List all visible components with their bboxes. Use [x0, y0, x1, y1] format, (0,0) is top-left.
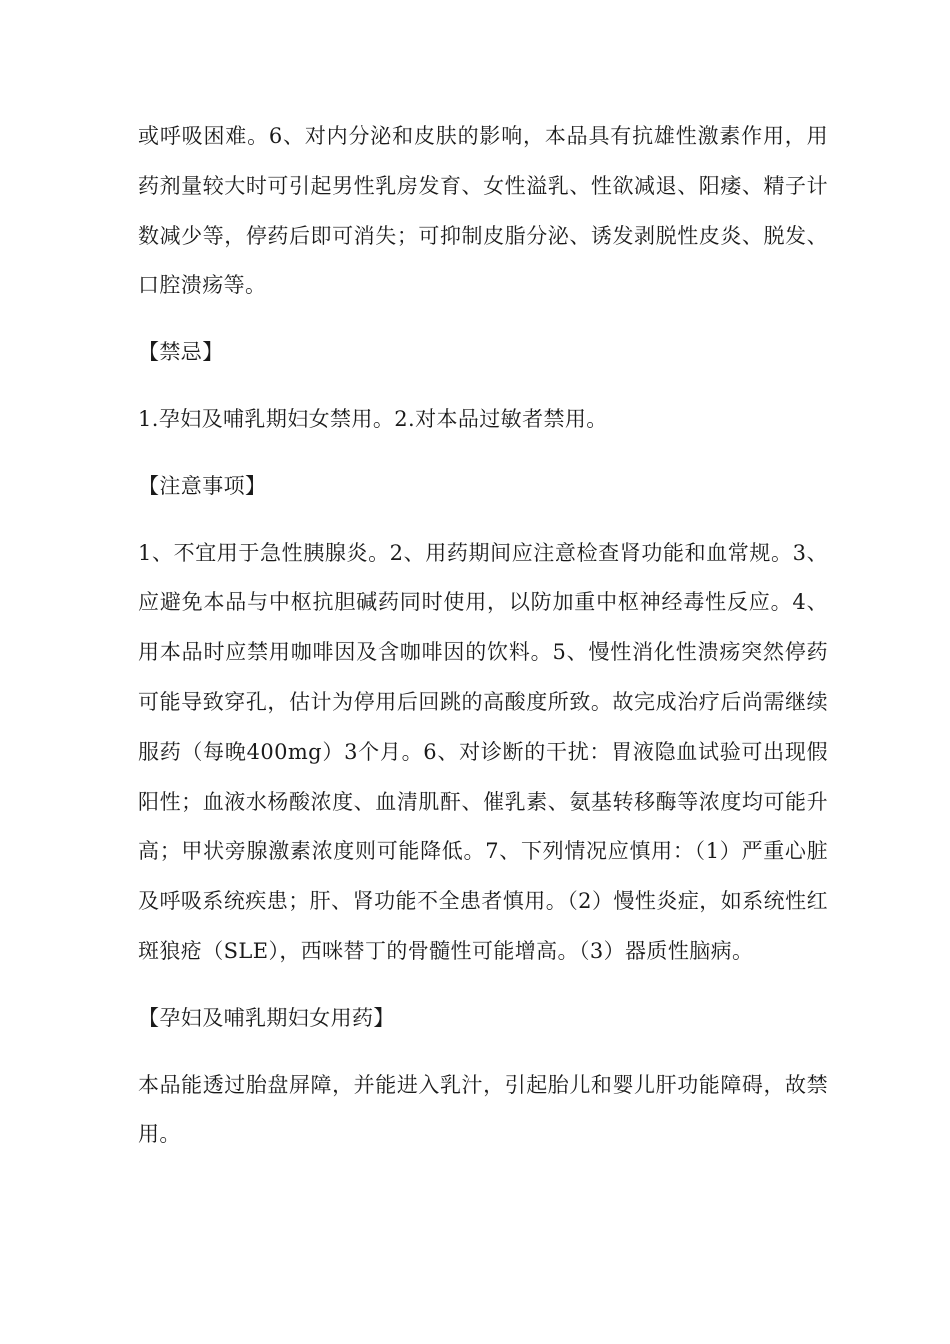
body-paragraph-contraindications: 1.孕妇及哺乳期妇女禁用。2.对本品过敏者禁用。: [138, 406, 608, 431]
section-heading-pregnancy-lactation: 【孕妇及哺乳期妇女用药】: [138, 1005, 395, 1030]
body-paragraph-precautions: 1、不宜用于急性胰腺炎。2、用药期间应注意检查肾功能和血常规。3、应避免本品与中枢抗胆碱药同时使用，以防加重中枢神经毒性反应。4、用本品时应禁用咖啡因及含咖啡因的饮料。5、慢性消化性溃疡突然停药可能导致穿孔，估计为停用后回跳的高酸度所致。故完成治疗后尚需继续服药（每晚400mg）3个月。6、对诊断的干扰：胃液隐血试验可出现假阳性；血液水杨酸浓度、血清肌酐、催乳素、氨基转移酶等浓度均可能升高；甲状旁腺激素浓度则可能降低。7、下列情况应慎用：（1）严重心脏及呼吸系统疾患；肝、肾功能不全患者慎用。（2）慢性炎症，如系统性红斑狼疮（SLE），西咪替丁的骨髓性可能增高。（3）器质性脑病。: [138, 540, 828, 963]
document-page: [138, 112, 828, 1160]
body-paragraph-pregnancy-lactation: 本品能透过胎盘屏障，并能进入乳汁，引起胎儿和婴儿肝功能障碍，故禁用。: [138, 1072, 828, 1147]
section-heading-precautions: 【注意事项】: [138, 473, 267, 498]
section-heading-contraindications: 【禁忌】: [138, 340, 224, 365]
body-paragraph-adverse-effects: 或呼吸困难。6、对内分泌和皮肤的影响，本品具有抗雄性激素作用，用药剂量较大时可引起男性乳房发育、女性溢乳、性欲减退、阳痿、精子计数减少等，停药后即可消失；可抑制皮脂分泌、诱发剥脱性皮炎、脱发、口腔溃疡等。: [138, 124, 828, 298]
